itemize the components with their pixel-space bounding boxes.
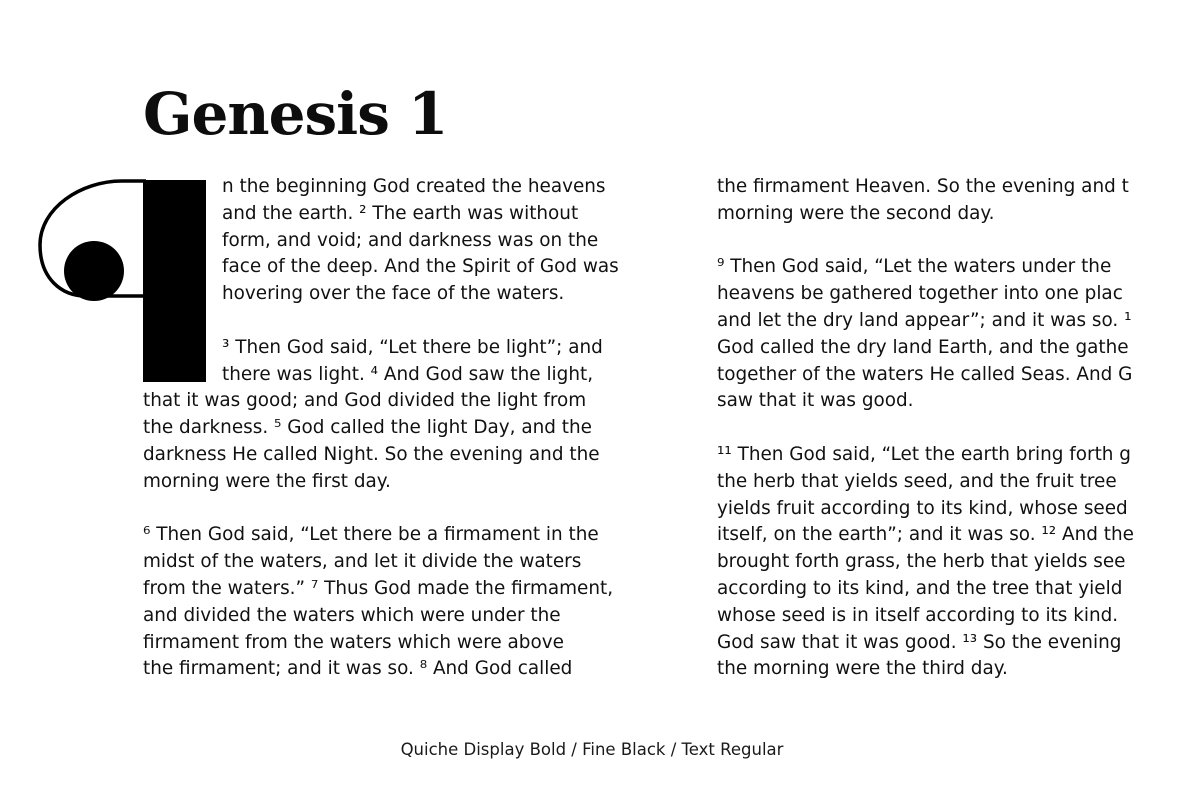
paragraph-gap: [717, 228, 1184, 255]
paragraph-gap: [717, 415, 1184, 442]
right-column: [717, 174, 1184, 683]
text-line: morning were the second day.: [717, 202, 995, 224]
text-line: there was light. ⁴ And God saw the light,: [222, 363, 594, 385]
text-line: morning were the first day.: [143, 470, 391, 492]
paragraph-gap: [143, 496, 703, 523]
paragraph-gap: [143, 308, 703, 335]
text-line: ¹¹ Then God said, “Let the earth bring forth g: [717, 443, 1131, 465]
text-line: yields fruit according to its kind, whose seed: [717, 497, 1128, 519]
text-line: from the waters.” ⁷ Thus God made the firmament,: [143, 577, 614, 599]
text-line: hovering over the face of the waters.: [222, 283, 565, 305]
text-line: midst of the waters, and let it divide the waters: [143, 551, 582, 573]
text-line: according to its kind, and the tree that yield: [717, 577, 1123, 599]
text-line: the firmament Heaven. So the evening and t: [717, 176, 1129, 197]
text-line: God saw that it was good. ¹³ So the evening: [717, 631, 1122, 653]
text-line: form, and void; and darkness was on the: [222, 229, 599, 251]
text-line: heavens be gathered together into one plac: [717, 283, 1123, 305]
text-line: the firmament; and it was so. ⁸ And God called: [143, 658, 573, 680]
text-line: and the earth. ² The earth was without: [222, 202, 579, 224]
text-line: face of the deep. And the Spirit of God was: [222, 256, 619, 278]
text-line: itself, on the earth”; and it was so. ¹² And the: [717, 524, 1134, 546]
text-line: saw that it was good.: [717, 390, 914, 412]
text-line: n the beginning God created the heavens: [222, 176, 606, 197]
text-line: the herb that yields seed, and the fruit tree: [717, 470, 1117, 492]
text-line: God called the dry land Earth, and the gathe: [717, 336, 1129, 358]
text-line: and let the dry land appear”; and it was so. ¹: [717, 309, 1132, 331]
text-line: whose seed is in itself according to its kind.: [717, 604, 1119, 626]
left-column: [143, 174, 703, 683]
text-line: brought forth grass, the herb that yields see: [717, 551, 1126, 573]
text-line: ³ Then God said, “Let there be light”; and: [222, 336, 603, 358]
text-line: and divided the waters which were under the: [143, 604, 561, 626]
page-title: Genesis 1: [143, 80, 448, 148]
text-line: together of the waters He called Seas. And G: [717, 363, 1133, 385]
text-line: the darkness. ⁵ God called the light Day, and the: [143, 417, 592, 439]
text-line: firmament from the waters which were above: [143, 631, 564, 653]
text-line: ⁹ Then God said, “Let the waters under the: [717, 256, 1112, 278]
font-caption: Quiche Display Bold / Fine Black / Text Regular: [400, 740, 784, 759]
text-line: the morning were the third day.: [717, 658, 1008, 680]
text-line: ⁶ Then God said, “Let there be a firmament in the: [143, 524, 599, 546]
text-line: that it was good; and God divided the light from: [143, 390, 587, 412]
text-line: darkness He called Night. So the evening and the: [143, 443, 600, 465]
